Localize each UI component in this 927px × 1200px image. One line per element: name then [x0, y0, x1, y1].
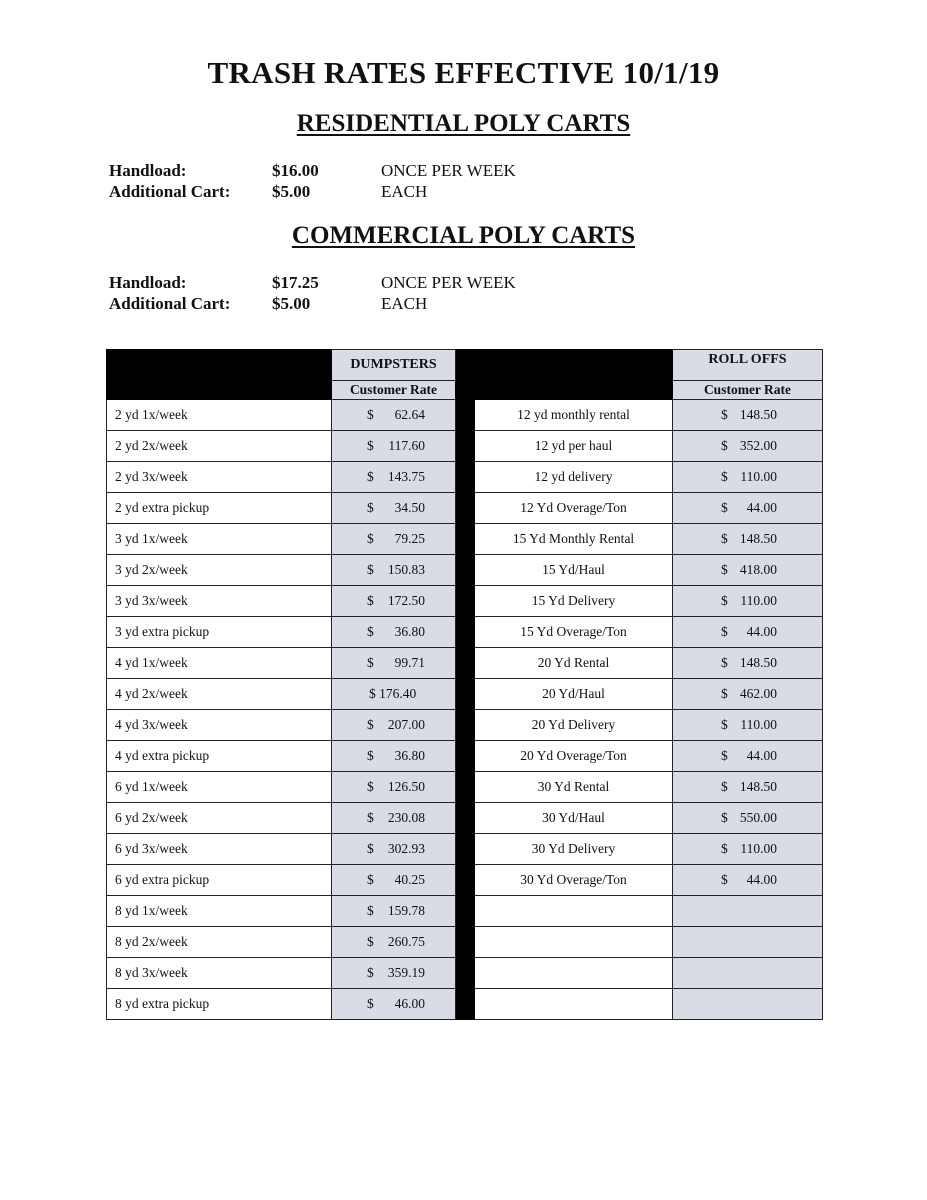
dumpster-rate	[332, 710, 456, 741]
money-value	[332, 431, 455, 461]
dumpster-service: 3 yd extra pickup	[107, 617, 332, 648]
dumpster-service: 2 yd 1x/week	[107, 400, 332, 431]
column-divider	[456, 617, 475, 648]
rolloff-rate	[673, 400, 823, 431]
column-divider	[456, 493, 475, 524]
table-row	[107, 679, 823, 710]
rate-amount: 207.00	[387, 717, 425, 732]
header-blank-cell	[456, 350, 673, 400]
table-row	[107, 710, 823, 741]
money-value	[332, 586, 455, 616]
money-value	[332, 927, 455, 957]
rate-amount: 126.50	[387, 779, 425, 794]
money-value	[332, 958, 455, 988]
rolloff-rate	[673, 617, 823, 648]
dumpster-rate	[332, 555, 456, 586]
money-value	[673, 648, 822, 678]
rate-amount: 44.00	[746, 624, 777, 639]
rolloffs-customer-rate-header: Customer Rate	[673, 381, 823, 400]
money-value	[673, 772, 822, 802]
rate-amount: 46.00	[394, 996, 425, 1011]
currency-symbol: $	[367, 810, 374, 825]
currency-symbol: $	[367, 841, 374, 856]
dumpsters-customer-rate-header: Customer Rate	[332, 381, 456, 400]
currency-symbol: $	[721, 841, 728, 856]
rate-amount: 79.25	[394, 531, 425, 546]
money-value	[673, 431, 822, 461]
rate-amount: 99.71	[394, 655, 425, 670]
rate-amount: 148.50	[739, 779, 777, 794]
rolloff-service: 12 yd monthly rental	[475, 400, 673, 431]
money-value	[332, 803, 455, 833]
rate-amount: 230.08	[387, 810, 425, 825]
rate-amount: $5.00	[272, 294, 311, 313]
column-divider	[456, 834, 475, 865]
dumpster-service: 2 yd extra pickup	[107, 493, 332, 524]
rolloff-rate	[673, 865, 823, 896]
dumpster-service: 4 yd extra pickup	[107, 741, 332, 772]
table-row	[107, 865, 823, 896]
dumpster-rate	[332, 586, 456, 617]
dumpster-rate	[332, 493, 456, 524]
dumpster-service: 6 yd 2x/week	[107, 803, 332, 834]
money-value	[673, 803, 822, 833]
dumpster-rate	[332, 927, 456, 958]
currency-symbol: $	[367, 965, 374, 980]
rolloff-rate	[673, 493, 823, 524]
header-blank-cell	[107, 350, 332, 400]
money-value	[332, 741, 455, 771]
dumpster-rate	[332, 896, 456, 927]
table-row	[107, 462, 823, 493]
money-value	[673, 741, 822, 771]
rate-label: Additional Cart:	[109, 294, 231, 313]
rate-amount: $ 176.40	[369, 686, 417, 701]
currency-symbol: $	[367, 407, 374, 422]
rate-amount: 110.00	[740, 469, 777, 484]
rate-amount: 302.93	[387, 841, 425, 856]
rolloff-rate	[673, 834, 823, 865]
table-row	[107, 400, 823, 431]
table-row	[107, 586, 823, 617]
rolloff-service: 15 Yd Overage/Ton	[475, 617, 673, 648]
rate-amount: 148.50	[739, 407, 777, 422]
table-row	[107, 834, 823, 865]
currency-symbol: $	[367, 872, 374, 887]
rate-amount: 110.00	[740, 841, 777, 856]
money-value	[673, 679, 822, 709]
currency-symbol: $	[721, 748, 728, 763]
rate-amount: 40.25	[394, 872, 425, 887]
rolloff-rate	[673, 648, 823, 679]
rolloff-service	[475, 896, 673, 927]
money-value	[332, 772, 455, 802]
currency-symbol: $	[721, 593, 728, 608]
column-divider	[456, 803, 475, 834]
column-divider	[456, 741, 475, 772]
rate-amount: 260.75	[387, 934, 425, 949]
rolloff-rate	[673, 741, 823, 772]
column-divider	[456, 958, 475, 989]
currency-symbol: $	[721, 655, 728, 670]
rolloff-rate	[673, 958, 823, 989]
rate-amount: $5.00	[272, 182, 311, 201]
dumpster-rate	[332, 958, 456, 989]
rolloff-service: 15 Yd/Haul	[475, 555, 673, 586]
rate-amount: 44.00	[746, 872, 777, 887]
dumpster-rate	[332, 803, 456, 834]
rate-frequency: EACH	[381, 182, 428, 201]
rate-amount: 62.64	[394, 407, 425, 422]
rolloff-rate	[673, 927, 823, 958]
page-title: TRASH RATES EFFECTIVE 10/1/19	[207, 55, 720, 90]
rolloff-service: 30 Yd Overage/Ton	[475, 865, 673, 896]
rate-amount: 352.00	[739, 438, 777, 453]
money-value	[332, 896, 455, 926]
money-value	[673, 834, 822, 864]
table-row	[107, 896, 823, 927]
dumpster-rate	[332, 834, 456, 865]
column-divider	[456, 586, 475, 617]
currency-symbol: $	[721, 531, 728, 546]
currency-symbol: $	[721, 872, 728, 887]
currency-symbol: $	[367, 469, 374, 484]
table-row	[107, 493, 823, 524]
dumpsters-header: DUMPSTERS	[332, 350, 456, 381]
rolloff-service: 12 yd per haul	[475, 431, 673, 462]
dumpster-service: 2 yd 2x/week	[107, 431, 332, 462]
rate-amount: 44.00	[746, 748, 777, 763]
column-divider	[456, 927, 475, 958]
column-divider	[456, 865, 475, 896]
dumpster-service: 3 yd 1x/week	[107, 524, 332, 555]
rate-amount: 148.50	[739, 655, 777, 670]
money-value	[332, 555, 455, 585]
column-divider	[456, 710, 475, 741]
rolloff-rate	[673, 462, 823, 493]
rate-amount: 110.00	[740, 593, 777, 608]
dumpster-rate	[332, 648, 456, 679]
currency-symbol: $	[367, 562, 374, 577]
rate-amount: 150.83	[387, 562, 425, 577]
rate-amount: 143.75	[387, 469, 425, 484]
rolloff-rate	[673, 679, 823, 710]
dumpster-rate	[332, 772, 456, 803]
money-value	[332, 679, 455, 709]
table-row	[107, 989, 823, 1020]
money-value	[332, 710, 455, 740]
table-row	[107, 803, 823, 834]
rolloff-service: 20 Yd Overage/Ton	[475, 741, 673, 772]
rolloff-service	[475, 958, 673, 989]
rolloff-service: 20 Yd Delivery	[475, 710, 673, 741]
money-value	[673, 865, 822, 895]
currency-symbol: $	[367, 748, 374, 763]
money-value	[673, 524, 822, 554]
money-value	[332, 617, 455, 647]
table-row	[107, 617, 823, 648]
money-value	[332, 524, 455, 554]
currency-symbol: $	[367, 531, 374, 546]
currency-symbol: $	[721, 469, 728, 484]
rolloff-service: 15 Yd Delivery	[475, 586, 673, 617]
rate-frequency: ONCE PER WEEK	[381, 161, 516, 180]
currency-symbol: $	[721, 810, 728, 825]
table-row	[107, 958, 823, 989]
dumpster-service: 4 yd 1x/week	[107, 648, 332, 679]
rate-amount: 110.00	[740, 717, 777, 732]
rate-amount: 34.50	[394, 500, 425, 515]
money-value	[332, 648, 455, 678]
rolloff-service	[475, 989, 673, 1020]
dumpster-service: 2 yd 3x/week	[107, 462, 332, 493]
rolloff-rate	[673, 555, 823, 586]
column-divider	[456, 772, 475, 803]
money-value	[673, 586, 822, 616]
rate-amount: 159.78	[387, 903, 425, 918]
table-row	[107, 431, 823, 462]
rate-frequency: EACH	[381, 294, 428, 313]
dumpster-service: 8 yd 1x/week	[107, 896, 332, 927]
rolloff-service: 30 Yd Rental	[475, 772, 673, 803]
money-value	[673, 555, 822, 585]
rate-amount: $17.25	[272, 273, 319, 292]
table-row	[107, 741, 823, 772]
rolloff-rate	[673, 989, 823, 1020]
commercial-heading: COMMERCIAL POLY CARTS	[291, 222, 636, 249]
money-value	[332, 989, 455, 1019]
rolloff-rate	[673, 710, 823, 741]
rolloff-service: 30 Yd Delivery	[475, 834, 673, 865]
column-divider	[456, 400, 475, 431]
dumpster-rate	[332, 400, 456, 431]
table-row	[107, 524, 823, 555]
currency-symbol: $	[721, 562, 728, 577]
table-row	[107, 772, 823, 803]
rolloff-rate	[673, 431, 823, 462]
rolloff-rate	[673, 524, 823, 555]
dumpster-rate	[332, 741, 456, 772]
rolloff-rate	[673, 586, 823, 617]
rate-label: Handload:	[109, 161, 187, 180]
dumpster-service: 6 yd 3x/week	[107, 834, 332, 865]
rolloff-service	[475, 927, 673, 958]
currency-symbol: $	[367, 500, 374, 515]
dumpster-rate	[332, 462, 456, 493]
table-row	[107, 648, 823, 679]
rolloff-service: 12 yd delivery	[475, 462, 673, 493]
rate-frequency: ONCE PER WEEK	[381, 273, 516, 292]
column-divider	[456, 524, 475, 555]
dumpster-service: 4 yd 3x/week	[107, 710, 332, 741]
rolloff-service: 12 Yd Overage/Ton	[475, 493, 673, 524]
money-value	[332, 462, 455, 492]
currency-symbol: $	[721, 624, 728, 639]
column-divider	[456, 896, 475, 927]
currency-symbol: $	[721, 686, 728, 701]
currency-symbol: $	[367, 779, 374, 794]
dumpster-service: 8 yd 2x/week	[107, 927, 332, 958]
column-divider	[456, 989, 475, 1020]
money-value	[673, 400, 822, 430]
dumpster-service: 8 yd 3x/week	[107, 958, 332, 989]
dumpster-service: 4 yd 2x/week	[107, 679, 332, 710]
dumpster-rate	[332, 989, 456, 1020]
currency-symbol: $	[367, 717, 374, 732]
rate-amount: 462.00	[739, 686, 777, 701]
rolloff-rate	[673, 772, 823, 803]
rolloffs-header: ROLL OFFS	[673, 350, 823, 381]
currency-symbol: $	[367, 934, 374, 949]
rate-amount: $16.00	[272, 161, 319, 180]
dumpster-rate	[332, 431, 456, 462]
dumpster-rate	[332, 865, 456, 896]
money-value	[332, 400, 455, 430]
rate-amount: 117.60	[388, 438, 425, 453]
money-value	[673, 617, 822, 647]
money-value	[332, 493, 455, 523]
currency-symbol: $	[721, 407, 728, 422]
column-divider	[456, 648, 475, 679]
rate-amount: 418.00	[739, 562, 777, 577]
dumpster-service: 6 yd extra pickup	[107, 865, 332, 896]
rate-amount: 172.50	[387, 593, 425, 608]
currency-symbol: $	[367, 655, 374, 670]
table-row	[107, 555, 823, 586]
money-value	[673, 710, 822, 740]
rolloff-rate	[673, 803, 823, 834]
dumpster-service: 3 yd 2x/week	[107, 555, 332, 586]
rates-table	[106, 349, 823, 1020]
rate-amount: 550.00	[739, 810, 777, 825]
dumpster-service: 6 yd 1x/week	[107, 772, 332, 803]
rolloff-service: 20 Yd/Haul	[475, 679, 673, 710]
currency-symbol: $	[721, 438, 728, 453]
column-divider	[456, 679, 475, 710]
rolloff-service: 15 Yd Monthly Rental	[475, 524, 673, 555]
rolloff-service: 20 Yd Rental	[475, 648, 673, 679]
dumpster-rate	[332, 617, 456, 648]
money-value	[673, 493, 822, 523]
dumpster-rate	[332, 524, 456, 555]
column-divider	[456, 431, 475, 462]
rolloff-service: 30 Yd/Haul	[475, 803, 673, 834]
currency-symbol: $	[367, 438, 374, 453]
dumpster-service: 3 yd 3x/week	[107, 586, 332, 617]
column-divider	[456, 462, 475, 493]
residential-heading: RESIDENTIAL POLY CARTS	[296, 110, 631, 137]
rate-amount: 148.50	[739, 531, 777, 546]
money-value	[332, 865, 455, 895]
currency-symbol: $	[367, 624, 374, 639]
rate-amount: 36.80	[394, 748, 425, 763]
rate-label: Handload:	[109, 273, 187, 292]
dumpster-rate	[332, 679, 456, 710]
rate-amount: 36.80	[394, 624, 425, 639]
currency-symbol: $	[721, 779, 728, 794]
table-row	[107, 927, 823, 958]
currency-symbol: $	[367, 996, 374, 1011]
currency-symbol: $	[367, 593, 374, 608]
rate-amount: 359.19	[387, 965, 425, 980]
rolloff-rate	[673, 896, 823, 927]
money-value	[673, 462, 822, 492]
currency-symbol: $	[721, 500, 728, 515]
currency-symbol: $	[367, 903, 374, 918]
rate-label: Additional Cart:	[109, 182, 231, 201]
money-value	[332, 834, 455, 864]
dumpster-service: 8 yd extra pickup	[107, 989, 332, 1020]
rate-amount: 44.00	[746, 500, 777, 515]
column-divider	[456, 555, 475, 586]
currency-symbol: $	[721, 717, 728, 732]
